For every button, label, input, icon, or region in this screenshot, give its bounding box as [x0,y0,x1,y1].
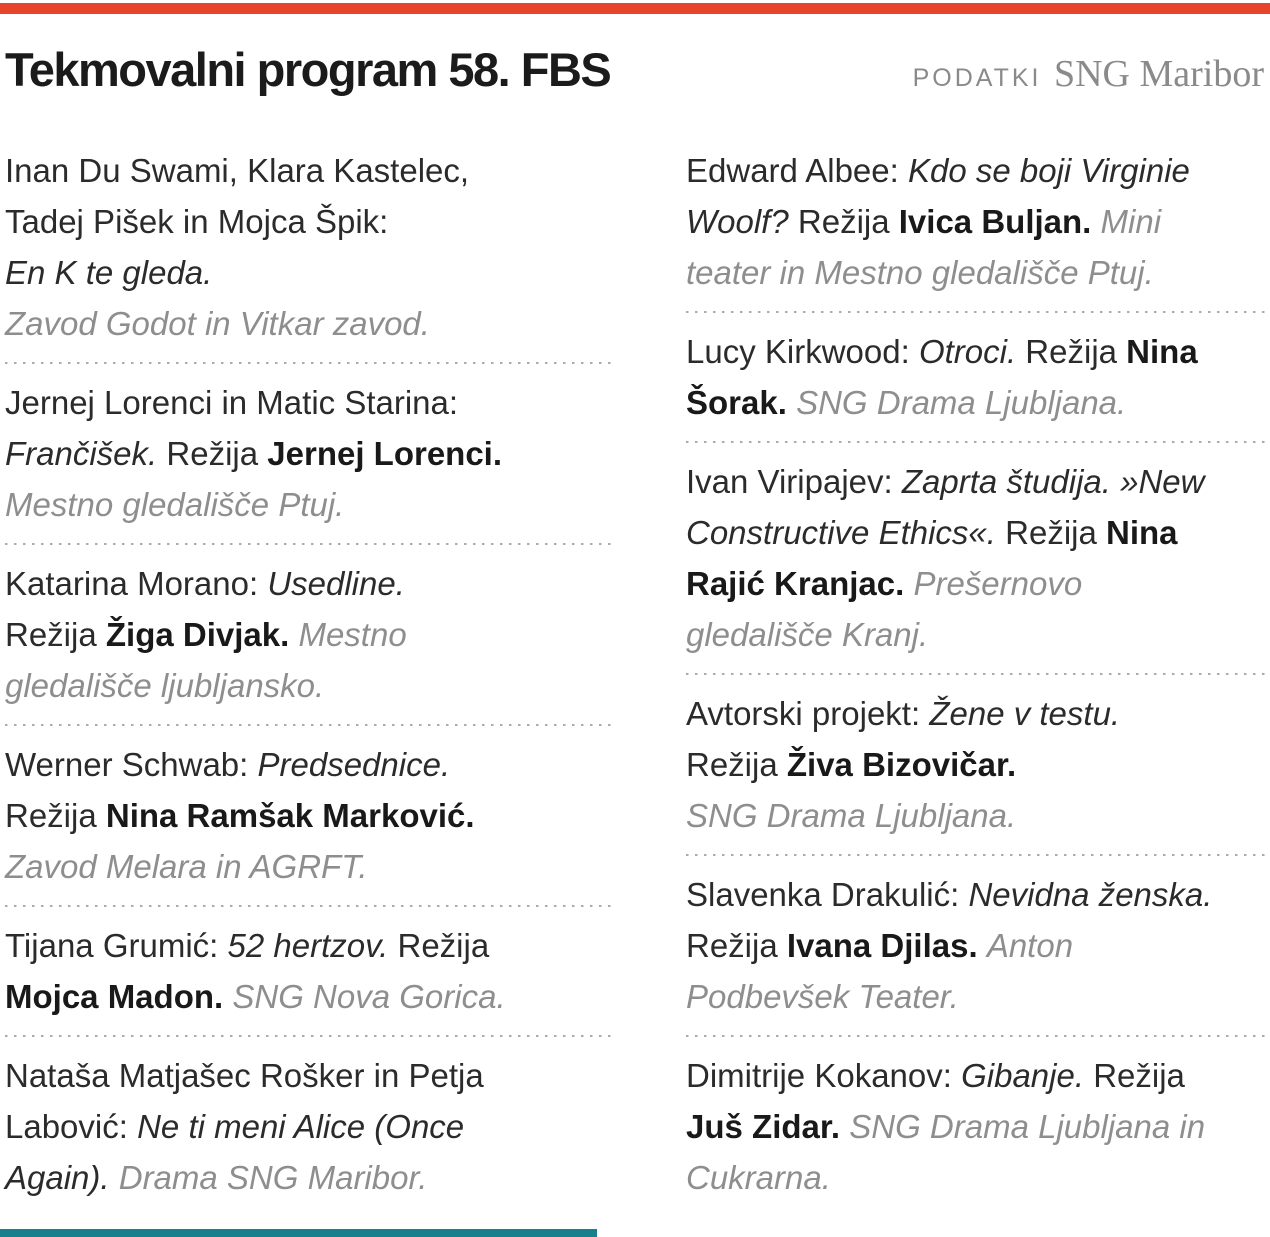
entry-segment-director: Nina [1106,514,1178,551]
entry-segment-normal: Ivan Viripajev: [686,463,893,500]
header [5,42,1264,98]
entry-segment-normal: Dimitrije Kokanov: [686,1057,952,1094]
entry-segment-normal: Labović: [5,1108,128,1145]
entry-segment-title: Ne ti meni Alice (Once [137,1108,465,1145]
entry-segment-title: Otroci. [918,333,1017,370]
entry-segment-normal: Režija [166,435,259,472]
bottom-accent-bar [0,1229,597,1237]
entry-segment-venue: gledališče ljubljansko. [5,667,325,704]
entry-segment-title: Woolf? [686,203,789,240]
entry-segment-normal: Inan Du Swami, Klara Kastelec, [5,152,470,189]
entry-segment-venue: SNG Drama Ljubljana. [686,797,1017,834]
entry-segment-venue: SNG Drama Ljubljana. [796,384,1127,421]
entry-segment-venue: Mini [1100,203,1162,240]
data-source [913,52,1264,96]
program-entry [5,726,613,907]
entry-segment-normal: Tadej Pišek in Mojca Špik: [5,203,389,240]
entry-segment-normal: Jernej Lorenci in Matic Starina: [5,384,459,421]
entry-segment-venue: Drama SNG Maribor. [118,1159,428,1196]
entry-segment-venue: teater in Mestno gledališče Ptuj. [686,254,1154,291]
entry-segment-normal: Režija [397,927,490,964]
entry-segment-director: Juš Zidar. [686,1108,841,1145]
entry-segment-normal: Edward Albee: [686,152,899,189]
entry-segment-title: En K te gleda. [5,254,213,291]
column-left [5,145,613,1218]
entry-segment-director: Nina [1126,333,1198,370]
entry-segment-title: Constructive Ethics«. [686,514,996,551]
entry-segment-normal: Režija [1093,1057,1185,1094]
program-entry [5,545,613,726]
entry-segment-title: Gibanje. [961,1057,1085,1094]
entry-segment-normal: Katarina Morano: [5,565,259,602]
entry-segment-director: Ivana Djilas. [786,927,978,964]
source-value: SNG Maribor [1053,53,1264,95]
program-entry [686,1037,1270,1218]
entry-segment-title: Nevidna ženska. [968,876,1213,913]
entry-segment-director: Žiga Divjak. [105,616,290,653]
program-entry [5,364,613,545]
entry-segment-normal: Lucy Kirkwood: [686,333,910,370]
entry-segment-normal: Režija [686,927,778,964]
entry-segment-title: Žene v testu. [929,695,1121,732]
entry-segment-director: Nina Ramšak Marković. [105,797,475,834]
entry-segment-normal: Slavenka Drakulić: [686,876,960,913]
entry-segment-title: Again). [5,1159,110,1196]
program-entry [5,1037,613,1218]
entry-segment-title: Predsednice. [257,746,451,783]
entry-segment-normal: Režija [5,616,97,653]
column-right [686,145,1270,1218]
program-list [5,145,1270,1218]
page-title: Tekmovalni program 58. FBS [5,43,611,96]
entry-segment-title: Usedline. [267,565,405,602]
entry-segment-venue: Anton [986,927,1074,964]
entry-segment-venue: Zavod Godot in Vitkar zavod. [5,305,430,342]
program-entry [686,313,1270,443]
program-entry [686,856,1270,1037]
entry-segment-title: Zaprta študija. »New [901,463,1205,500]
program-entry [5,145,613,364]
program-entry [686,443,1270,675]
entry-segment-normal: Avtorski projekt: [686,695,921,732]
program-entry [5,907,613,1037]
entry-segment-normal: Režija [797,203,890,240]
entry-segment-director: Mojca Madon. [5,978,224,1015]
top-accent-bar [0,3,1270,14]
source-label: PODATKI [912,64,1042,92]
entry-segment-normal: Nataša Matjašec Rošker in Petja [5,1057,484,1094]
entry-segment-venue: Cukrarna. [686,1159,831,1196]
entry-segment-director: Ivica Buljan. [898,203,1092,240]
entry-segment-director: Šorak. [686,384,787,421]
entry-segment-normal: Tijana Grumić: [5,927,219,964]
program-entry [686,145,1270,313]
entry-segment-normal: Režija [686,746,778,783]
entry-segment-normal: Režija [1005,514,1097,551]
entry-segment-venue: Zavod Melara in AGRFT. [5,848,368,885]
entry-segment-venue: Mestno [298,616,407,653]
entry-segment-director: Rajić Kranjac. [686,565,905,602]
entry-segment-normal: Režija [5,797,97,834]
entry-segment-venue: Prešernovo [913,565,1083,602]
entry-segment-venue: SNG Drama Ljubljana in [849,1108,1206,1145]
entry-segment-venue: Podbevšek Teater. [686,978,959,1015]
entry-segment-normal: Werner Schwab: [5,746,249,783]
entry-segment-venue: Mestno gledališče Ptuj. [5,486,345,523]
entry-segment-director: Jernej Lorenci. [267,435,503,472]
entry-segment-venue: SNG Nova Gorica. [232,978,506,1015]
entry-segment-title: Frančišek. [5,435,158,472]
program-entry [686,675,1270,856]
entry-segment-director: Živa Bizovičar. [786,746,1017,783]
entry-segment-normal: Režija [1025,333,1117,370]
entry-segment-title: Kdo se boji Virginie [907,152,1190,189]
entry-segment-venue: gledališče Kranj. [686,616,929,653]
entry-segment-title: 52 hertzov. [227,927,389,964]
